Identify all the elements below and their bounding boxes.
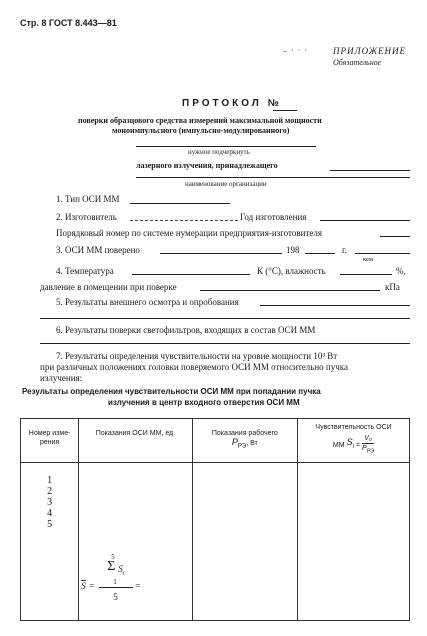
- field-4-temp-line: [132, 274, 250, 275]
- row-numbers-cell: [21, 463, 79, 621]
- marks: – · · ·: [283, 46, 308, 55]
- row-number: 5: [47, 519, 53, 530]
- col4-s: S: [346, 437, 353, 448]
- field-5-line-2: [40, 318, 410, 319]
- pressure-unit: кПа: [385, 282, 400, 292]
- reference-cell: [192, 463, 298, 621]
- field-5-line: [260, 305, 410, 306]
- col4-den-wrap: [362, 444, 374, 456]
- field-3-who-line: [355, 253, 410, 254]
- col3-line1: Показания рабочего: [211, 430, 278, 437]
- col-header-sensitivity: [298, 419, 410, 463]
- table-body-row: [21, 463, 410, 621]
- protocol-subtitle-1: поверки образцового средства измерений максимальной мощности: [78, 116, 322, 125]
- col4-eq: =: [355, 441, 361, 449]
- field-7-line-2: при различных положениях головки поверяемого ОСИ ММ относительно пучка: [40, 362, 348, 372]
- col4-num: V₀: [364, 435, 372, 442]
- row-number: 1: [47, 475, 53, 486]
- underline-rule: [136, 146, 316, 147]
- protocol-number-line: [273, 110, 297, 111]
- col4-den: P: [362, 445, 367, 452]
- field-3-year: 198: [286, 245, 300, 255]
- col-header-readings: [79, 419, 192, 463]
- field-6-label: 6. Результаты поверки светофильтров, входящих в состав ОСИ ММ: [56, 325, 316, 335]
- org-rule: [136, 177, 410, 178]
- field-1-label: 1. Тип ОСИ ММ: [56, 194, 120, 204]
- sensitivity-cell: [298, 463, 410, 621]
- appendix-subtitle: Обязательное: [333, 58, 382, 67]
- field-4-label: 4. Температура: [56, 266, 114, 276]
- mean-formula: [79, 463, 193, 621]
- field-4-unit: К (°С), влажность: [257, 266, 326, 276]
- col1-line1: Номер изме-: [28, 430, 71, 437]
- serial-label: Порядковый номер по системе нумерации предприятия-изготовителя: [56, 228, 322, 238]
- field-7-line-1: 7. Результаты определения чувствительности на уровне мощности 10³ Вт: [56, 351, 338, 361]
- protocol-subtitle-2: моноимпульсного (импульсно-модулированного): [112, 126, 290, 135]
- formula-s-wrap: [118, 564, 124, 577]
- col4-fraction: [362, 434, 374, 456]
- formula-fraction-bar: [99, 587, 133, 588]
- field-3-year-line: [305, 253, 335, 254]
- page-number-label: Стр. 8 ГОСТ 8.443—81: [20, 18, 117, 28]
- formula-sigma: Σ: [107, 559, 116, 574]
- col1-line2: рения: [39, 439, 60, 446]
- field-1-line: [130, 203, 230, 204]
- col4-formula: [298, 434, 409, 456]
- field-6-line: [40, 343, 410, 344]
- col3-sym: P: [231, 437, 238, 447]
- field-3-kem: кем: [363, 256, 373, 263]
- field-4-pct: %,: [396, 266, 406, 276]
- col-header-number: [21, 419, 79, 463]
- row-number: 3: [47, 497, 53, 508]
- formula-tail: =: [135, 581, 141, 591]
- field-7-line-3: излучения:: [40, 373, 83, 383]
- field-2-line: [130, 220, 238, 221]
- table-header-row: [21, 419, 410, 463]
- row-number: 4: [47, 508, 53, 519]
- readings-cell: [79, 463, 192, 621]
- pressure-label: давление в помещении при поверке: [40, 282, 177, 292]
- formula-lower: 1: [113, 578, 117, 586]
- field-5-label: 5. Результаты внешнего осмотра и опробования: [56, 297, 239, 307]
- field-3-label: 3. ОСИ ММ поверено: [56, 245, 140, 255]
- field-2-year-label: Год изготовления: [240, 212, 307, 222]
- col4-mm: ММ: [332, 441, 345, 449]
- pressure-line: [200, 290, 380, 291]
- col3-unit: , Вт: [246, 440, 258, 447]
- formula-i: i: [122, 570, 125, 577]
- protocol-title: ПРОТОКОЛ №: [182, 98, 282, 109]
- col-header-reference: [192, 419, 298, 463]
- field-2-year-line: [320, 220, 410, 221]
- field-3-date-line: [160, 253, 282, 254]
- formula-s: S: [118, 564, 123, 574]
- formula-top: 5: [111, 553, 115, 561]
- table-caption-2: излучения в центр входного отверстия ОСИ ММ: [108, 398, 300, 407]
- underline-hint: нужное подчеркнуть: [188, 148, 250, 156]
- col4-den-sub: РЭ: [366, 448, 375, 455]
- appendix-title: ПРИЛОЖЕНИЕ: [333, 46, 406, 56]
- formula-sbar: $\overline{S}$: [81, 581, 86, 591]
- col3-sub: РЭ: [237, 443, 247, 450]
- row-number: 2: [47, 486, 53, 497]
- col4-line1: Чувствительность ОСИ: [315, 424, 392, 431]
- org-hint: наименование организации: [185, 180, 267, 188]
- col4-s-wrap: [347, 438, 354, 452]
- col2-text: Показания ОСИ ММ, ед.: [95, 430, 176, 437]
- serial-line: [380, 236, 410, 237]
- table-caption-1: Результаты определения чувствительности ОСИ ММ при попадании пучка: [22, 387, 321, 396]
- laser-owner-line: лазерного излучения, принадлежащего: [136, 161, 278, 170]
- col3-line2: [193, 438, 298, 451]
- formula-eq: =: [89, 581, 95, 591]
- field-3-g: г.: [342, 245, 347, 255]
- col4-i: i: [352, 444, 354, 451]
- field-2-label: 2. Изготовитель: [56, 212, 117, 222]
- field-4-hum-line: [340, 274, 392, 275]
- owner-fill-line: [330, 170, 410, 171]
- formula-den: 5: [113, 592, 118, 602]
- results-table: [20, 418, 410, 621]
